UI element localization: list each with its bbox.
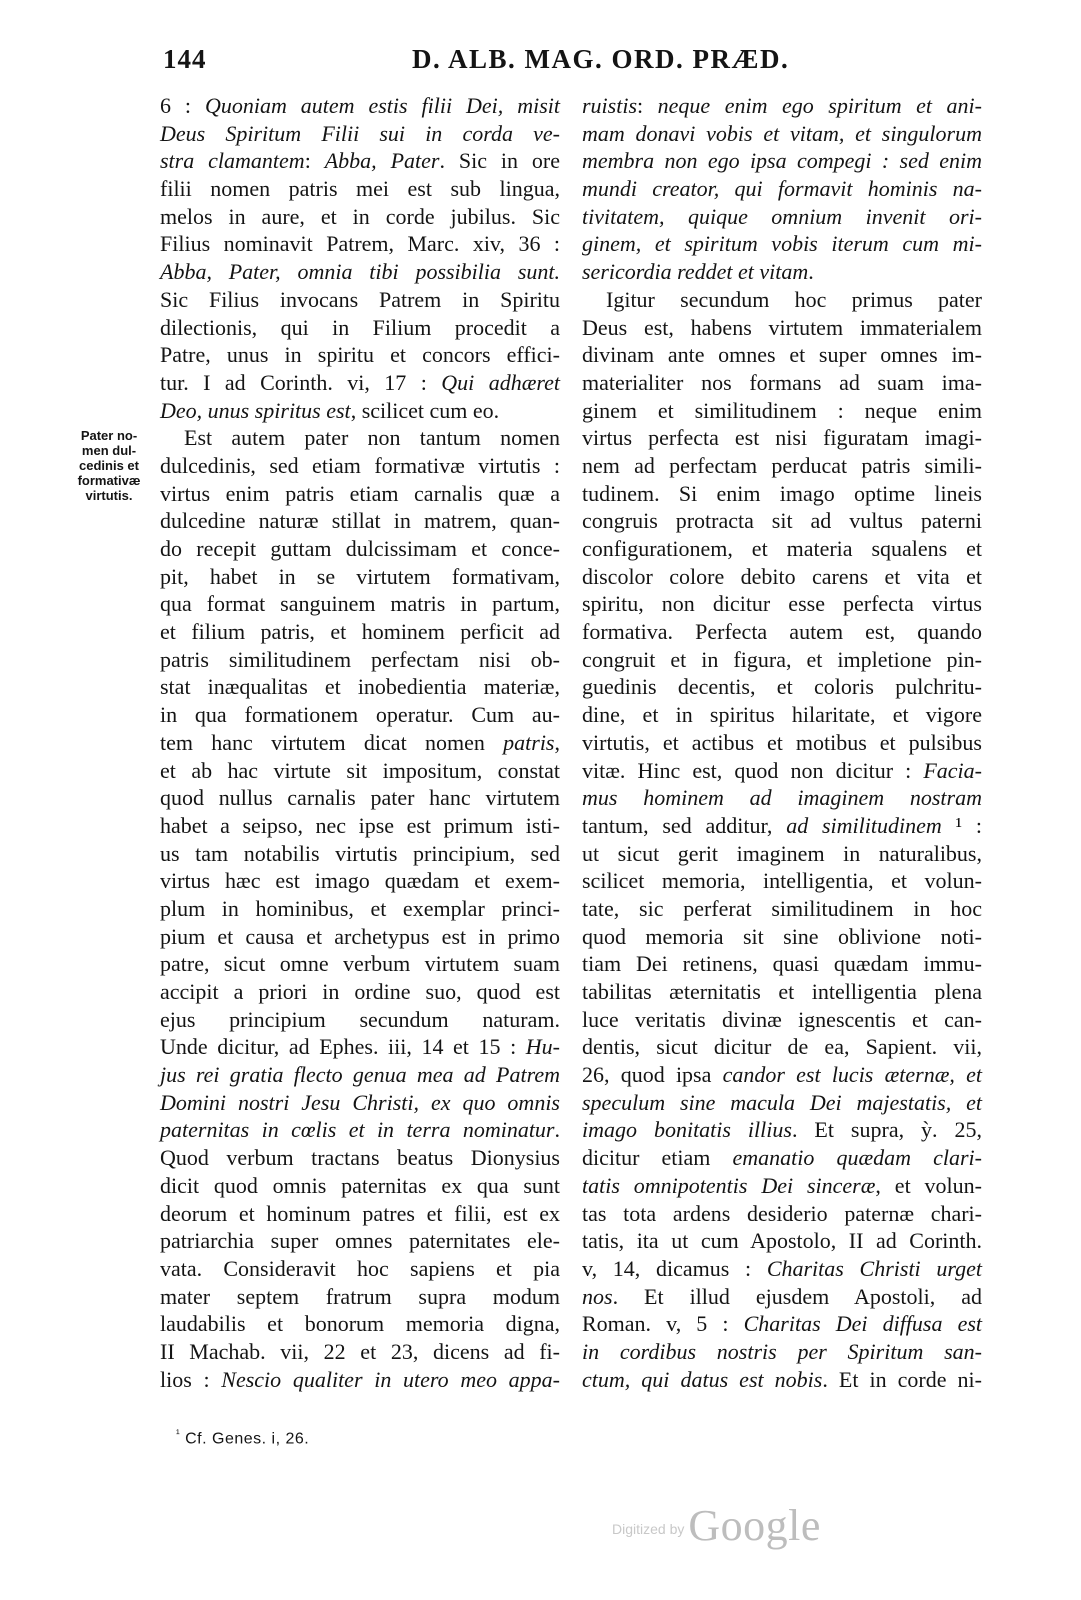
text-line [582, 1227, 982, 1255]
text-segment: Filius nominavit Patrem, Marc. xiv, 36 : [160, 231, 560, 257]
text-segment: pit, habet in se virtutem formativam, [160, 563, 560, 589]
text-segment: Domini nostri Jesu Christi, ex quo omnis [160, 1089, 560, 1115]
text-segment: ginem, et spiritum vobis iterum cum mi- [582, 231, 982, 257]
margin-note-line: Pater no- [80, 428, 138, 443]
text-segment: vitæ. Hinc est, quod non dicitur : [582, 757, 924, 783]
text-line [582, 1061, 982, 1089]
text-line [582, 1310, 982, 1338]
text-line [160, 314, 560, 342]
text-line [582, 1116, 982, 1144]
text-line [160, 1116, 560, 1144]
text-segment: neque enim ego spiritum et ani- [657, 93, 982, 118]
text-segment: vata. Consideravit hoc sapiens et pia [160, 1255, 560, 1281]
text-segment: tur. I ad Corinth. vi, 17 : [160, 369, 442, 395]
text-line [582, 1200, 982, 1228]
text-line [160, 175, 560, 203]
text-line [160, 120, 560, 148]
text-segment: . Et illud ejusdem Apostoli, ad [612, 1283, 982, 1309]
text-line [160, 397, 560, 425]
text-segment: ruistis [582, 93, 638, 118]
text-line [582, 120, 982, 148]
text-line [160, 1172, 560, 1200]
text-line [582, 701, 982, 729]
text-line [582, 258, 982, 286]
footnote [176, 1428, 309, 1448]
text-segment: nos [582, 1283, 613, 1309]
text-line [582, 314, 982, 342]
watermark-small-text: Digitized by [612, 1521, 685, 1537]
text-line [160, 1338, 560, 1366]
digitized-by-google-watermark [612, 1500, 821, 1550]
text-line [582, 563, 982, 591]
text-segment: quod nullus carnalis pater hanc virtutem [160, 785, 560, 811]
text-segment: jus rei gratia flecto genua mea ad Patrem [160, 1062, 560, 1088]
text-segment: . Et supra, ỳ. 25, [791, 1117, 982, 1143]
text-line [160, 1283, 560, 1311]
text-line [582, 341, 982, 369]
text-segment: Deo, unus spiritus est [160, 397, 351, 423]
text-segment: dicit quod omnis paternitas ex qua sunt [160, 1172, 560, 1198]
text-segment: Abba, Pater, omnia tibi possibilia sunt. [160, 259, 560, 285]
text-segment: tiam Dei retinens, quasi quædam immu- [582, 951, 982, 977]
text-segment: us tam notabilis virtutis principium, sed [160, 840, 560, 866]
text-segment: ginem et similitudinem : neque enim [582, 397, 982, 423]
text-line [160, 147, 560, 175]
text-line [160, 812, 560, 840]
text-line [582, 812, 982, 840]
margin-note-line: cedinis et [79, 458, 139, 473]
text-segment: , scilicet cum eo. [350, 397, 500, 423]
text-segment: : [304, 148, 325, 174]
text-line [582, 1144, 982, 1172]
text-segment: , et volun- [875, 1172, 982, 1198]
text-segment: Igitur secundum hoc primus pater [606, 286, 982, 312]
text-line [582, 950, 982, 978]
text-line [582, 1338, 982, 1366]
footnote-marker: ¹ [176, 1428, 181, 1440]
text-segment: 6 : [160, 93, 205, 118]
text-line [582, 535, 982, 563]
text-line [582, 757, 982, 785]
text-segment: tivitatem, quique omnium invenit ori- [582, 203, 982, 229]
text-segment: mam donavi vobis et vitam, et singulorum [582, 120, 982, 146]
text-line [582, 590, 982, 618]
text-segment: Abba, Pater [324, 148, 440, 174]
text-segment: et filium patris, et hominem perficit ad [160, 619, 560, 645]
text-line [582, 230, 982, 258]
text-segment: in cordibus nostris per Spiritum san- [582, 1338, 982, 1364]
text-line [582, 175, 982, 203]
text-line [582, 1366, 982, 1394]
text-line [160, 92, 560, 120]
text-segment: ad similitudinem [786, 812, 942, 838]
text-line [160, 230, 560, 258]
text-line [160, 258, 560, 286]
text-line [160, 923, 560, 951]
text-segment: , [554, 729, 560, 755]
text-line [160, 1255, 560, 1283]
text-segment: virtus perfecta est nisi figuratam imagi- [582, 425, 982, 451]
text-line [582, 1033, 982, 1061]
text-line [582, 147, 982, 175]
text-line [160, 1089, 560, 1117]
text-line [160, 1310, 560, 1338]
text-line [160, 1144, 560, 1172]
text-segment: ¹ : [941, 812, 982, 838]
text-line [582, 507, 982, 535]
text-line [582, 784, 982, 812]
text-segment: Roman. v, 5 : [582, 1311, 744, 1337]
text-segment: stat inæqualitas et inobedientia materiæ, [160, 674, 560, 700]
text-segment: quod memoria sit sine oblivione noti- [582, 923, 982, 949]
text-segment: et ab hac virtute sit impositum, constat [160, 757, 560, 783]
text-line [582, 369, 982, 397]
text-segment: congruit et in figura, et impletione pin- [582, 646, 982, 672]
text-segment: ut sicut gerit imaginem in naturalibus, [582, 840, 982, 866]
text-line [160, 590, 560, 618]
text-segment: Deus Spiritum Filii sui in corda ve- [160, 120, 560, 146]
margin-note-line: men dul- [81, 443, 137, 458]
text-segment: candor est lucis æternæ, et [722, 1062, 982, 1088]
text-segment: dine, et in spiritus hilaritate, et vigore [582, 702, 982, 728]
text-segment: II Machab. vii, 22 et 23, dicens ad fi- [160, 1338, 560, 1364]
right-column [582, 92, 982, 1393]
text-segment: Unde dicitur, ad Ephes. iii, 14 et 15 : [160, 1034, 526, 1060]
text-segment: dulcedinis, sed etiam formativæ virtutis : [160, 452, 560, 478]
text-line [160, 673, 560, 701]
text-line [160, 563, 560, 591]
text-segment: Charitas Dei diffusa est [743, 1311, 983, 1337]
text-line [160, 286, 560, 314]
text-segment: imago bonitatis illius [582, 1117, 792, 1143]
text-segment: do recepit guttam dulcissimam et conce- [160, 536, 560, 561]
text-segment: discolor colore debito carens et vita et [582, 563, 982, 589]
text-segment: Patre, unus in spiritu et concors effici- [160, 342, 560, 368]
text-segment: ctum, qui datus est nobis [582, 1366, 823, 1392]
text-segment: Sic Filius invocans Patrem in Spiritu [160, 286, 560, 312]
text-line [160, 480, 560, 508]
text-segment: lios : [160, 1366, 222, 1392]
text-segment: 26, quod ipsa [582, 1062, 723, 1088]
text-segment: Quod verbum tractans beatus Dionysius [160, 1145, 560, 1171]
text-line [160, 1200, 560, 1228]
text-segment: dilectionis, qui in Filium procedit a [160, 314, 560, 340]
text-segment: virtus hæc est imago quædam et exem- [160, 868, 560, 894]
text-segment: deorum et hominum patres et filii, est ex [160, 1200, 560, 1226]
text-line [160, 757, 560, 785]
text-segment: luce veritatis divinæ ignescentis et can- [582, 1006, 982, 1032]
text-segment: configurationem, et materia squalens et [582, 536, 982, 561]
text-line [160, 978, 560, 1006]
text-segment: tatis, ita ut cum Apostolo, II ad Corinth. [582, 1228, 982, 1254]
text-line [160, 867, 560, 895]
text-segment: : [637, 93, 658, 118]
text-line [160, 840, 560, 868]
text-segment: dicitur etiam [582, 1145, 733, 1171]
text-segment: tabilitas æternitatis et intelligentia plena [582, 979, 982, 1004]
text-segment: tate, sic perferat similitudinem in hoc [582, 895, 982, 921]
text-segment: ejus principium secundum naturam. [160, 1006, 560, 1032]
text-segment: virtutis, et actibus et motibus et pulsibus [582, 729, 982, 755]
margin-note [62, 428, 156, 503]
page-number: 144 [163, 44, 207, 74]
text-line [582, 480, 982, 508]
text-segment: mater septem fratrum supra modum [160, 1283, 560, 1309]
text-line [160, 1033, 560, 1061]
text-line [160, 1006, 560, 1034]
text-line [582, 1255, 982, 1283]
text-segment: scilicet memoria, intelligentia, et volun- [582, 868, 982, 894]
text-segment: patris similitudinem perfectam nisi ob- [160, 646, 560, 672]
text-segment: mundi creator, qui formavit hominis na- [582, 176, 982, 202]
text-segment: patris [503, 729, 555, 755]
text-segment: habet a seipso, nec ipse est primum isti- [160, 812, 560, 838]
text-segment: tudinem. Si enim imago optime lineis [582, 480, 982, 506]
text-segment: . [554, 1117, 560, 1143]
text-line [160, 507, 560, 535]
text-line [582, 840, 982, 868]
text-line [160, 646, 560, 674]
text-segment: virtus enim patris etiam carnalis quæ a [160, 480, 560, 506]
text-segment: guedinis decentis, et coloris pulchritu- [582, 674, 982, 700]
text-segment: nem ad perfectam perducat patris simili- [582, 452, 982, 478]
text-segment: Charitas Christi urget [766, 1255, 982, 1281]
text-segment: . [808, 259, 814, 285]
text-line [160, 618, 560, 646]
text-line [160, 341, 560, 369]
text-segment: materialiter nos formans ad suam ima- [582, 369, 982, 395]
text-line [160, 424, 560, 452]
text-line [582, 618, 982, 646]
left-column [160, 92, 560, 1393]
text-segment: sericordia reddet et vitam [582, 259, 809, 285]
text-line [160, 701, 560, 729]
text-segment: dulcedine naturæ stillat in matrem, quan- [160, 508, 560, 534]
text-segment: speculum sine macula Dei majestatis, et [582, 1089, 982, 1115]
text-line [582, 673, 982, 701]
text-line [582, 923, 982, 951]
text-segment: v, 14, dicamus : [582, 1255, 767, 1281]
text-segment: in qua formationem operatur. Cum au- [160, 702, 560, 728]
text-line [160, 1227, 560, 1255]
text-line [582, 1172, 982, 1200]
text-segment: tatis omnipotentis Dei sinceræ [582, 1172, 876, 1198]
text-segment: tantum, sed additur, [582, 812, 787, 838]
text-segment: tem hanc virtutem dicat nomen [160, 729, 504, 755]
text-segment: paternitas in cœlis et in terra nominatur [160, 1117, 555, 1143]
text-segment: Qui adhæret [441, 369, 561, 395]
text-segment: divinam ante omnes et super omnes im- [582, 342, 982, 368]
text-segment: . Et in corde ni- [822, 1366, 982, 1392]
running-title: D. ALB. MAG. ORD. PRÆD. [412, 44, 790, 74]
margin-note-line: virtutis. [85, 488, 133, 503]
text-segment: Nescio qualiter in utero meo appa- [221, 1366, 560, 1392]
text-segment: . Sic in ore [439, 148, 560, 174]
margin-note-line: formativæ [77, 473, 141, 488]
text-segment: Hu- [525, 1034, 560, 1060]
text-segment: pium et causa et archetypus est in primo [160, 923, 560, 949]
text-segment: formativa. Perfecta autem est, quando [582, 619, 982, 645]
text-line [160, 369, 560, 397]
text-line [160, 729, 560, 757]
text-line [160, 1366, 560, 1394]
text-segment: patre, sicut omne verbum virtutem suam [160, 951, 560, 977]
text-segment: accipit a priori in ordine suo, quod est [160, 979, 560, 1004]
text-line [582, 92, 982, 120]
text-line [160, 452, 560, 480]
text-line [160, 950, 560, 978]
text-segment: Est autem pater non tantum nomen [184, 425, 560, 451]
text-line [160, 895, 560, 923]
watermark-logo-text: Google [688, 1501, 821, 1550]
text-line [582, 978, 982, 1006]
text-segment: patriarchia super omnes paternitates ele- [160, 1228, 560, 1254]
text-line [582, 867, 982, 895]
text-segment: stra clamantem [160, 148, 305, 174]
text-line [582, 452, 982, 480]
text-segment: qua format sanguinem matris in partum, [160, 591, 560, 617]
text-segment: filii nomen patris mei est sub lingua, [160, 176, 560, 202]
text-segment: Facia- [923, 757, 982, 783]
text-segment: spiritu, non dicitur esse perfecta virtus [582, 591, 982, 617]
text-line [160, 784, 560, 812]
running-header [0, 44, 1081, 84]
text-line [582, 1089, 982, 1117]
text-segment: dentis, sicut dicitur de ea, Sapient. vii, [582, 1034, 982, 1060]
text-line [582, 397, 982, 425]
text-line [160, 203, 560, 231]
text-line [582, 424, 982, 452]
text-line [582, 1006, 982, 1034]
text-line [160, 535, 560, 563]
text-segment: congruis protracta sit ad vultus paterni [582, 508, 982, 534]
text-line [582, 895, 982, 923]
text-segment: emanatio quædam clari- [732, 1145, 982, 1171]
text-segment: tas tota ardens desiderio paternæ chari- [582, 1200, 982, 1226]
text-segment: Quoniam autem estis filii Dei, misit [204, 93, 560, 118]
text-segment: Deus est, habens virtutem immaterialem [582, 314, 982, 340]
text-line [160, 1061, 560, 1089]
text-segment: membra non ego ipsa compegi : sed enim [582, 148, 982, 174]
text-segment: plum in hominibus, et exemplar princi- [160, 895, 560, 921]
text-segment: melos in aure, et in corde jubilus. Sic [160, 203, 560, 229]
text-line [582, 203, 982, 231]
text-line [582, 729, 982, 757]
footnote-text: Cf. Genes. i, 26. [185, 1430, 310, 1448]
text-line [582, 1283, 982, 1311]
text-segment: mus hominem ad imaginem nostram [582, 785, 982, 811]
text-line [582, 646, 982, 674]
text-line [582, 286, 982, 314]
text-segment: laudabilis et bonorum memoria digna, [160, 1311, 560, 1337]
